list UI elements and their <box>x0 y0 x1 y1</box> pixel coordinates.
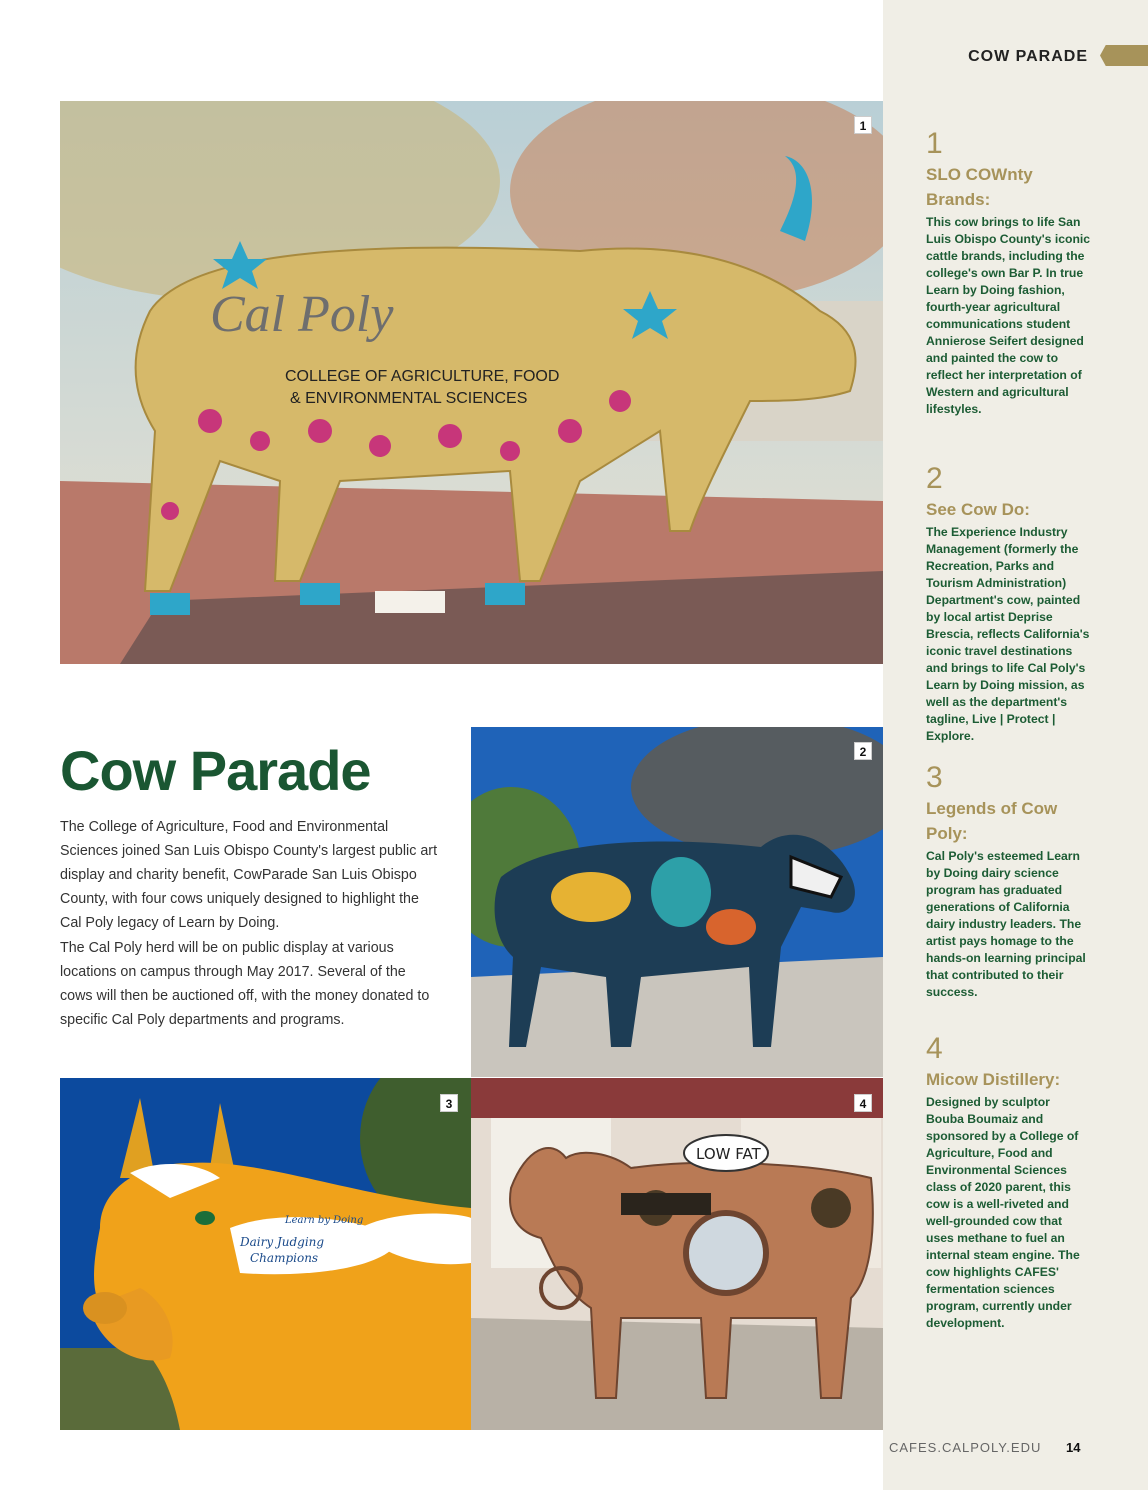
sidebar-item-2 <box>926 463 1091 745</box>
photo-number-badge: 2 <box>854 742 872 760</box>
cow-3-text-line-2: Champions <box>250 1251 319 1265</box>
photo-cow-2 <box>471 727 883 1077</box>
cow-4-sign-text: LOW FAT <box>696 1145 761 1163</box>
sidebar-item-title: SLO COWnty Brands: <box>926 165 1033 209</box>
sidebar-item-number: 2 <box>926 462 943 495</box>
photo-number-badge: 3 <box>440 1094 458 1112</box>
sidebar-item-body: Cal Poly's esteemed Learn by Doing dairy science program has graduated generations of California dairy industry leaders. The artist pays homage to the hands-on learning principal that contributed to their success. <box>926 849 1086 999</box>
cow-3-illustration <box>60 1078 471 1430</box>
cow-2-illustration <box>471 727 883 1077</box>
photo-number-badge: 4 <box>854 1094 872 1112</box>
sidebar-item-3 <box>926 762 1091 1001</box>
photo-cow-3 <box>60 1078 471 1430</box>
cow-3-text-line-1: Dairy Judging <box>240 1235 325 1249</box>
cow-1-text-line-2: COLLEGE OF AGRICULTURE, FOOD <box>285 368 560 385</box>
sidebar-item-1 <box>926 128 1091 418</box>
cow-1-text-line-3: & ENVIRONMENTAL SCIENCES <box>290 390 528 407</box>
sidebar-item-number: 4 <box>926 1032 943 1065</box>
photo-number-badge: 1 <box>854 116 872 134</box>
sidebar-item-number: 1 <box>926 127 943 160</box>
sidebar-item-body: The Experience Industry Management (formerly the Recreation, Parks and Tourism Administration) Department's cow, painted by local artist Deprise Brescia, reflects California's iconic travel destinations and brings to life Cal Poly's Learn by Doing mission, as well as the department's tagline, Live | Protect | Explore. <box>926 525 1090 743</box>
page-title: Cow Parade <box>60 739 371 802</box>
intro-paragraph-2: The Cal Poly herd will be on public display at various locations on campus through May 2017. Several of the cows will then be auctioned off, with the money donated to specific Cal Poly departments and programs. <box>60 940 430 1028</box>
section-tab-marker <box>1100 45 1148 66</box>
intro-paragraph-1: The College of Agriculture, Food and Environmental Sciences joined San Luis Obispo County's largest public art display and charity benefit, CowParade San Luis Obispo County, with four cows uniquely designed to highlight the Cal Poly legacy of Learn by Doing. <box>60 819 438 931</box>
footer-url: CAFES.CALPOLY.EDU <box>889 1440 1042 1455</box>
cow-1-illustration <box>60 101 883 664</box>
sidebar-item-title: Legends of Cow Poly: <box>926 799 1058 843</box>
sidebar-item-title: Micow Distillery: <box>926 1070 1061 1089</box>
photo-cow-4 <box>471 1078 883 1430</box>
cow-1-text-line-1: Cal Poly <box>210 286 394 343</box>
sidebar-item-4 <box>926 1033 1091 1332</box>
page-number: 14 <box>1066 1440 1081 1455</box>
sidebar-item-title: See Cow Do: <box>926 500 1030 519</box>
sidebar-item-body: This cow brings to life San Luis Obispo County's iconic cattle brands, including the college's own Bar P. In true Learn by Doing fashion, fourth-year agricultural communications student Annierose Seifert designed and painted the cow to reflect her interpretation of Western and agricultural lifestyles. <box>926 215 1091 416</box>
sidebar-item-body: Designed by sculptor Bouba Boumaiz and sponsored by a College of Agriculture, Food and Environmental Sciences class of 2020 parent, this cow is a well-riveted and well-grounded cow that uses methane to fuel an internal steam engine. The cow highlights CAFES' fermentation sciences program, currently under development. <box>926 1095 1080 1330</box>
photo-cow-1 <box>60 101 883 664</box>
cow-4-illustration <box>471 1078 883 1430</box>
section-label: COW PARADE <box>968 48 1088 65</box>
cow-3-text-line-3: Learn by Doing <box>285 1215 364 1226</box>
sidebar-item-number: 3 <box>926 761 943 794</box>
